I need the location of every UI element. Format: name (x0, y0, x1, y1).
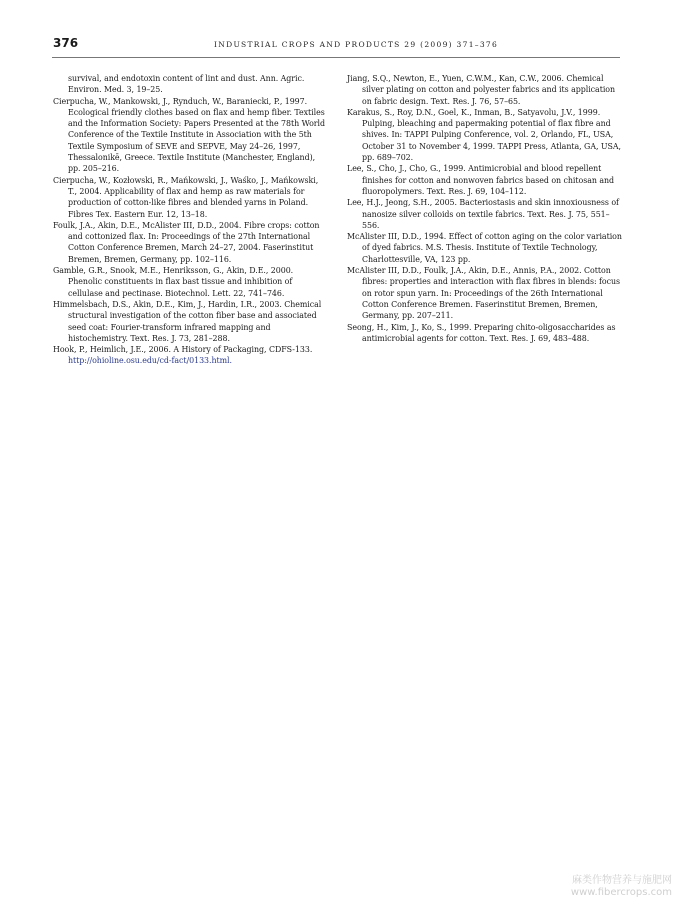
reference-entry: Gamble, G.R., Snook, M.E., Henriksson, G., Akin, D.E., 2000. Phenolic constituents in flax bast tissue and inhibition of cellulase and pectinase. Biotechnol. Lett. 22, 741–746. (53, 266, 294, 298)
running-header: INDUSTRIAL CROPS AND PRODUCTS 29 (2009) 371–376 (214, 40, 499, 49)
reference-entry: survival, and endotoxin content of lint and dust. Ann. Agric. Environ. Med. 3, 19–25. (68, 74, 305, 95)
reference-entry: McAlister III, D.D., Foulk, J.A., Akin, D.E., Annis, P.A., 2002. Cotton fibres: properties and interaction with flax fibres in blends: focus on rotor spun yarn. In: Proceedings of the 26th International Cotton Conference Bremen. Faserinstitut Bremen, Bremen, Germany, pp. 207–211. (347, 266, 621, 321)
reference-entry: Lee, S., Cho, J., Cho, G., 1999. Antimicrobial and blood repellent finishes for cotton and nonwoven fabrics based on chitosan and fluoropolymers. Text. Res. J. 69, 104–112. (347, 164, 615, 196)
reference-entry: McAlister III, D.D., 1994. Effect of cotton aging on the color variation of dyed fabrics. M.S. Thesis. Institute of Textile Technology, Charlottesville, VA, 123 pp. (347, 232, 622, 264)
reference-entry: Cierpucha, W., Kozłowski, R., Mańkowski, J., Waśko, J., Mańkowski, T., 2004. Applicability of flax and hemp as raw materials for production of cotton-like fibres and blended yarns in Poland. Fibres Tex. Eastern Eur. 12, 13–18. (53, 175, 319, 219)
reference-entry: Foulk, J.A., Akin, D.E., McAlister III, D.D., 2004. Fibre crops: cotton and cottonized flax. In: Proceedings of the 27th International Cotton Conference Bremen, March 24–27, 2004. Faserinstitut Bremen, Bremen, Germany, pp. 102–116. (53, 220, 320, 264)
header-rule (52, 57, 620, 58)
references-right-column (347, 73, 622, 344)
site-watermark (571, 875, 672, 899)
reference-entry: Lee, H.J., Jeong, S.H., 2005. Bacteriostasis and skin innoxiousness of nanosize silver colloids on textile fabrics. Text. Res. J. 75, 551–556. (347, 198, 619, 230)
reference-entry (53, 344, 328, 367)
reference-entry: Karakus, S., Roy, D.N., Goel, K., Inman, B., Satyavolu, J.V., 1999. Pulping, bleaching and papermaking potential of flax fibre and shives. In: TAPPI Pulping Conference, vol. 2, Orlando, FL, USA, October 31 to November 4, 1999. TAPPI Press, Atlanta, GA, USA, pp. 689–702. (347, 107, 621, 163)
reference-entry: Cierpucha, W., Mankowski, J., Rynduch, W., Baraniecki, P., 1997. Ecological friendly clothes based on flax and hemp fiber. Textiles and the Information Society: Papers Presented at the 78th World Conference of the Textile Institute in Association with the 5th Textile Symposium of SEVE and SEPVE, May 24–26, 1997, Thessalonikē, Greece. Textile Institute (Manchester, England), pp. 205–216. (53, 96, 326, 174)
reference-entry: Himmelsbach, D.S., Akin, D.E., Kim, J., Hardin, I.R., 2003. Chemical structural investigation of the cotton fiber base and associated seed coat: Fourier-transform infrared mapping and histochemistry. Text. Res. J. 73, 281–288. (53, 299, 322, 343)
reference-entry: Jiang, S.Q., Newton, E., Yuen, C.W.M., Kan, C.W., 2006. Chemical silver plating on cotton and polyester fabrics and its application on fabric design. Text. Res. J. 76, 57–65. (347, 74, 616, 106)
watermark-line-2: www.fibercrops.com (570, 887, 672, 898)
reference-link[interactable]: http://ohioline.osu.edu/cd-fact/0133.html. (68, 356, 232, 366)
page-number: 376 (53, 36, 79, 50)
watermark-line-1: 麻类作物营养与施肥网 (572, 875, 672, 886)
reference-text: Hook, P., Heimlich, J.E., 2006. A History of Packaging, CDFS-133. (53, 345, 313, 355)
reference-entry: Seong, H., Kim, J., Ko, S., 1999. Preparing chito-oligosaccharides as antimicrobial agents for cotton. Text. Res. J. 69, 483–488. (347, 322, 616, 343)
references-left-column (53, 73, 328, 367)
